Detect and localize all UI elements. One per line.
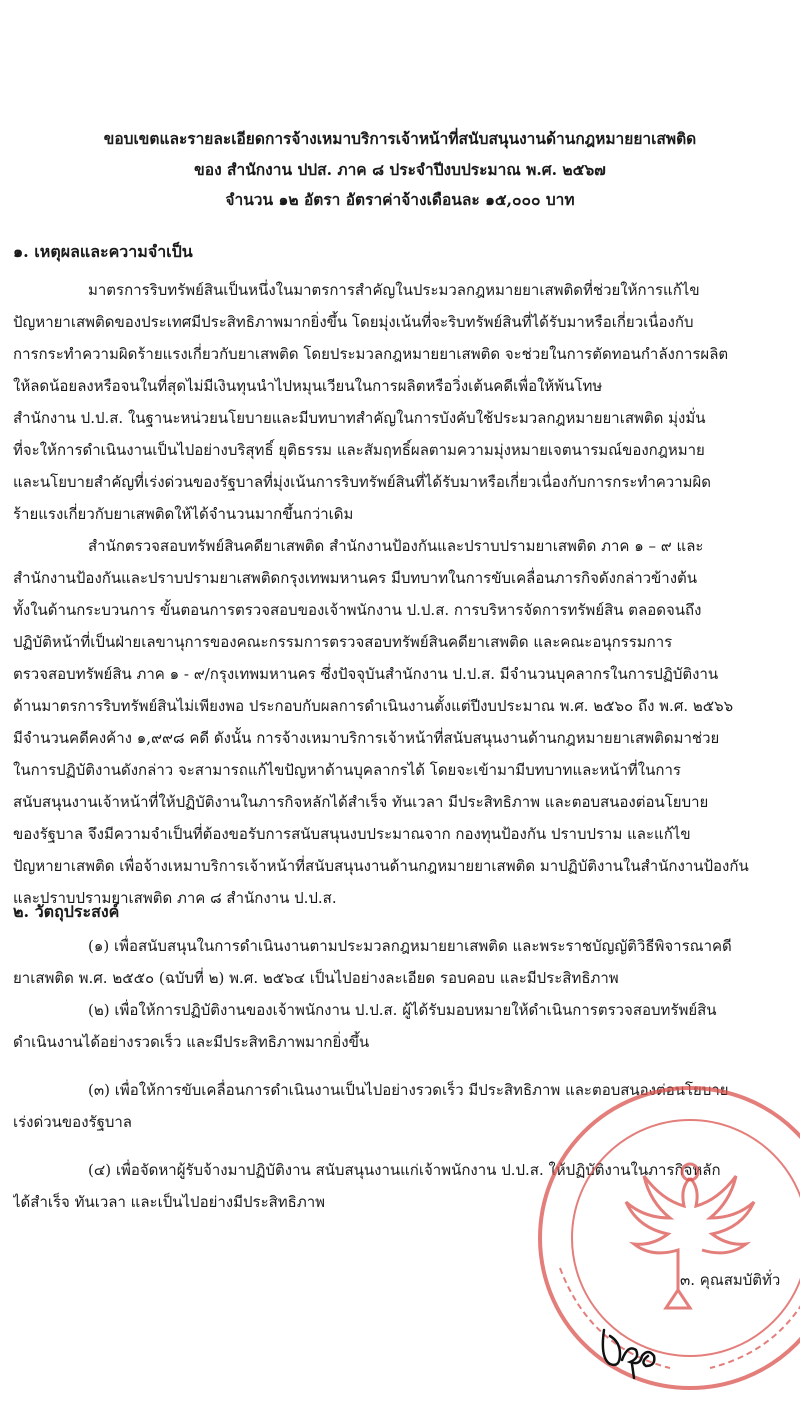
signature: [598, 1320, 668, 1380]
section-1-paragraph-2: [13, 530, 793, 914]
document-title-line-3: จำนวน ๑๒ อัตรา อัตราค่าจ้างเดือนละ ๑๕,๐๐๐ บาท: [225, 190, 575, 209]
paragraph-line: การกระทำความผิดร้ายแรงเกี่ยวกับยาเสพติด โดยประมวลกฎหมายยาเสพติด จะช่วยในการตัดทอนกำลังการผลิต: [13, 345, 729, 363]
paragraph-line: ทั้งในด้านกระบวนการ ขั้นตอนการตรวจสอบของเจ้าพนักงาน ป.ป.ส. การบริหารจัดการทรัพย์สิน ตลอดจนถึง: [13, 601, 702, 619]
paragraph-line: สำนักงาน ป.ป.ส. ในฐานะหน่วยนโยบายและมีบทบาทสำคัญในการบังคับใช้ประมวลกฎหมายยาเสพติด มุ่งมั่น: [13, 409, 706, 427]
paragraph-line: มีจำนวนคดีคงค้าง ๑,๙๙๘ คดี ดังนั้น การจ้างเหมาบริการเจ้าหน้าที่สนับสนุนงานด้านกฎหมายยาเสพติดมาช่วย: [13, 729, 720, 747]
paragraph-line: ของรัฐบาล จึงมีความจำเป็นที่ต้องขอรับการสนับสนุนงบประมาณจาก กองทุนป้องกัน ปราบปราม และแก้ไข: [13, 825, 691, 843]
paragraph-line: ปฏิบัติหน้าที่เป็นฝ่ายเลขานุการของคณะกรรมการตรวจสอบทรัพย์สินคดียาเสพติด และคณะอนุกรรมการ: [13, 633, 673, 651]
paragraph-line: สนับสนุนงานเจ้าหน้าที่ให้ปฏิบัติงานในภารกิจหลักได้สำเร็จ ทันเวลา มีประสิทธิภาพ และตอบสนองต่อนโยบาย: [13, 793, 709, 811]
paragraph-line: และปราบปรามยาเสพติด ภาค ๘ สำนักงาน ป.ป.ส.: [13, 889, 337, 907]
paragraph-line: ด้านมาตรการริบทรัพย์สินไม่เพียงพอ ประกอบกับผลการดำเนินงานตั้งแต่ปีงบประมาณ พ.ศ. ๒๕๖๐ ถึง พ.ศ. ๒๕๖๖: [13, 697, 734, 715]
document-title-line-2: ของ สำนักงาน ปปส. ภาค ๘ ประจำปีงบประมาณ พ.ศ. ๒๕๖๗: [194, 160, 606, 179]
paragraph-line: ในการปฏิบัติงานดังกล่าว จะสามารถแก้ไขปัญหาด้านบุคลากรได้ โดยจะเข้ามามีบทบาทและหน้าที่ในการ: [13, 761, 681, 779]
paragraph-line: สำนักตรวจสอบทรัพย์สินคดียาเสพติด สำนักงานป้องกันและปราบปรามยาเสพติด ภาค ๑ – ๙ และ: [88, 537, 704, 555]
paragraph-line: และนโยบายสำคัญที่เร่งด่วนของรัฐบาลที่มุ่งเน้นการริบทรัพย์สินที่ได้รับมาหรือเกี่ยวเนื่องกับการกระทำความผิด: [13, 473, 712, 491]
objective-line: ดำเนินงานได้อย่างรวดเร็ว และมีประสิทธิภาพมากยิ่งขึ้น: [13, 1033, 370, 1051]
paragraph-line: ปัญหายาเสพติดของประเทศมีประสิทธิภาพมากยิ่งขึ้น โดยมุ่งเน้นที่จะริบทรัพย์สินที่ได้รับมาหรือเกี่ยวเนื่องกับ: [13, 313, 694, 331]
paragraph-line: ปัญหายาเสพติด เพื่อจ้างเหมาบริการเจ้าหน้าที่สนับสนุนงานด้านกฎหมายยาเสพติด มาปฏิบัติงานในสำนักงานป้องกัน: [13, 857, 749, 875]
paragraph-line: ตรวจสอบทรัพย์สิน ภาค ๑ - ๙/กรุงเทพมหานคร ซึ่งปัจจุบันสำนักงาน ป.ป.ส. มีจำนวนบุคลากรในการปฏิบัติงาน: [13, 665, 719, 683]
objective-line: ได้สำเร็จ ทันเวลา และเป็นไปอย่างมีประสิทธิภาพ: [13, 1193, 326, 1211]
paragraph-line: ร้ายแรงเกี่ยวกับยาเสพติดให้ได้จำนวนมากขึ้นกว่าเดิม: [13, 505, 354, 523]
document-title-line-1: ขอบเขตและรายละเอียดการจ้างเหมาบริการเจ้าหน้าที่สนับสนุนงานด้านกฎหมายยาเสพติด: [103, 129, 697, 148]
section-2-heading: ๒. วัตถุประสงค์: [13, 902, 120, 921]
paragraph-line: สำนักงานป้องกันและปราบปรามยาเสพติดกรุงเทพมหานคร มีบทบาทในการขับเคลื่อนภารกิจดังกล่าวข้างต้น: [13, 569, 698, 587]
section-1-heading: ๑. เหตุผลและความจำเป็น: [13, 242, 193, 261]
objective-line: (๓) เพื่อให้การขับเคลื่อนการดำเนินงานเป็นไปอย่างรวดเร็ว มีประสิทธิภาพ และตอบสนองต่อนโยบาย: [88, 1081, 729, 1099]
next-section-fragment: ๓. คุณสมบัติทั่ว: [680, 1271, 781, 1289]
paragraph-line: มาตรการริบทรัพย์สินเป็นหนึ่งในมาตรการสำคัญในประมวลกฎหมายยาเสพติดที่ช่วยให้การแก้ไข: [88, 281, 700, 299]
objective-line: เร่งด่วนของรัฐบาล: [13, 1113, 132, 1131]
objective-line: (๑) เพื่อสนับสนุนในการดำเนินงานตามประมวลกฎหมายยาเสพติด และพระราชบัญญัติวิธีพิจารณาคดี: [88, 937, 732, 955]
paragraph-line: ให้ลดน้อยลงหรือจนในที่สุดไม่มีเงินทุนนำไปหมุนเวียนในการผลิตหรือวิ่งเต้นคดีเพื่อให้พ้นโทษ: [13, 377, 603, 395]
objective-line: (๔) เพื่อจัดหาผู้รับจ้างมาปฏิบัติงาน สนับสนุนงานแก่เจ้าพนักงาน ป.ป.ส. ให้ปฏิบัติงานในภารกิจหลัก: [88, 1161, 721, 1179]
section-1-paragraph-1: [13, 274, 793, 530]
paragraph-line: ที่จะให้การดำเนินงานเป็นไปอย่างบริสุทธิ์ ยุติธรรม และสัมฤทธิ์ผลตามความมุ่งหมายเจตนารมณ์ของกฎหมาย: [13, 441, 705, 459]
objective-line: ยาเสพติด พ.ศ. ๒๕๕๐ (ฉบับที่ ๒) พ.ศ. ๒๕๖๔ เป็นไปอย่างละเอียด รอบคอบ และมีประสิทธิภาพ: [13, 969, 619, 987]
objective-line: (๒) เพื่อให้การปฏิบัติงานของเจ้าพนักงาน ป.ป.ส. ผู้ได้รับมอบหมายให้ดำเนินการตรวจสอบทรัพย์สิน: [88, 1001, 717, 1019]
